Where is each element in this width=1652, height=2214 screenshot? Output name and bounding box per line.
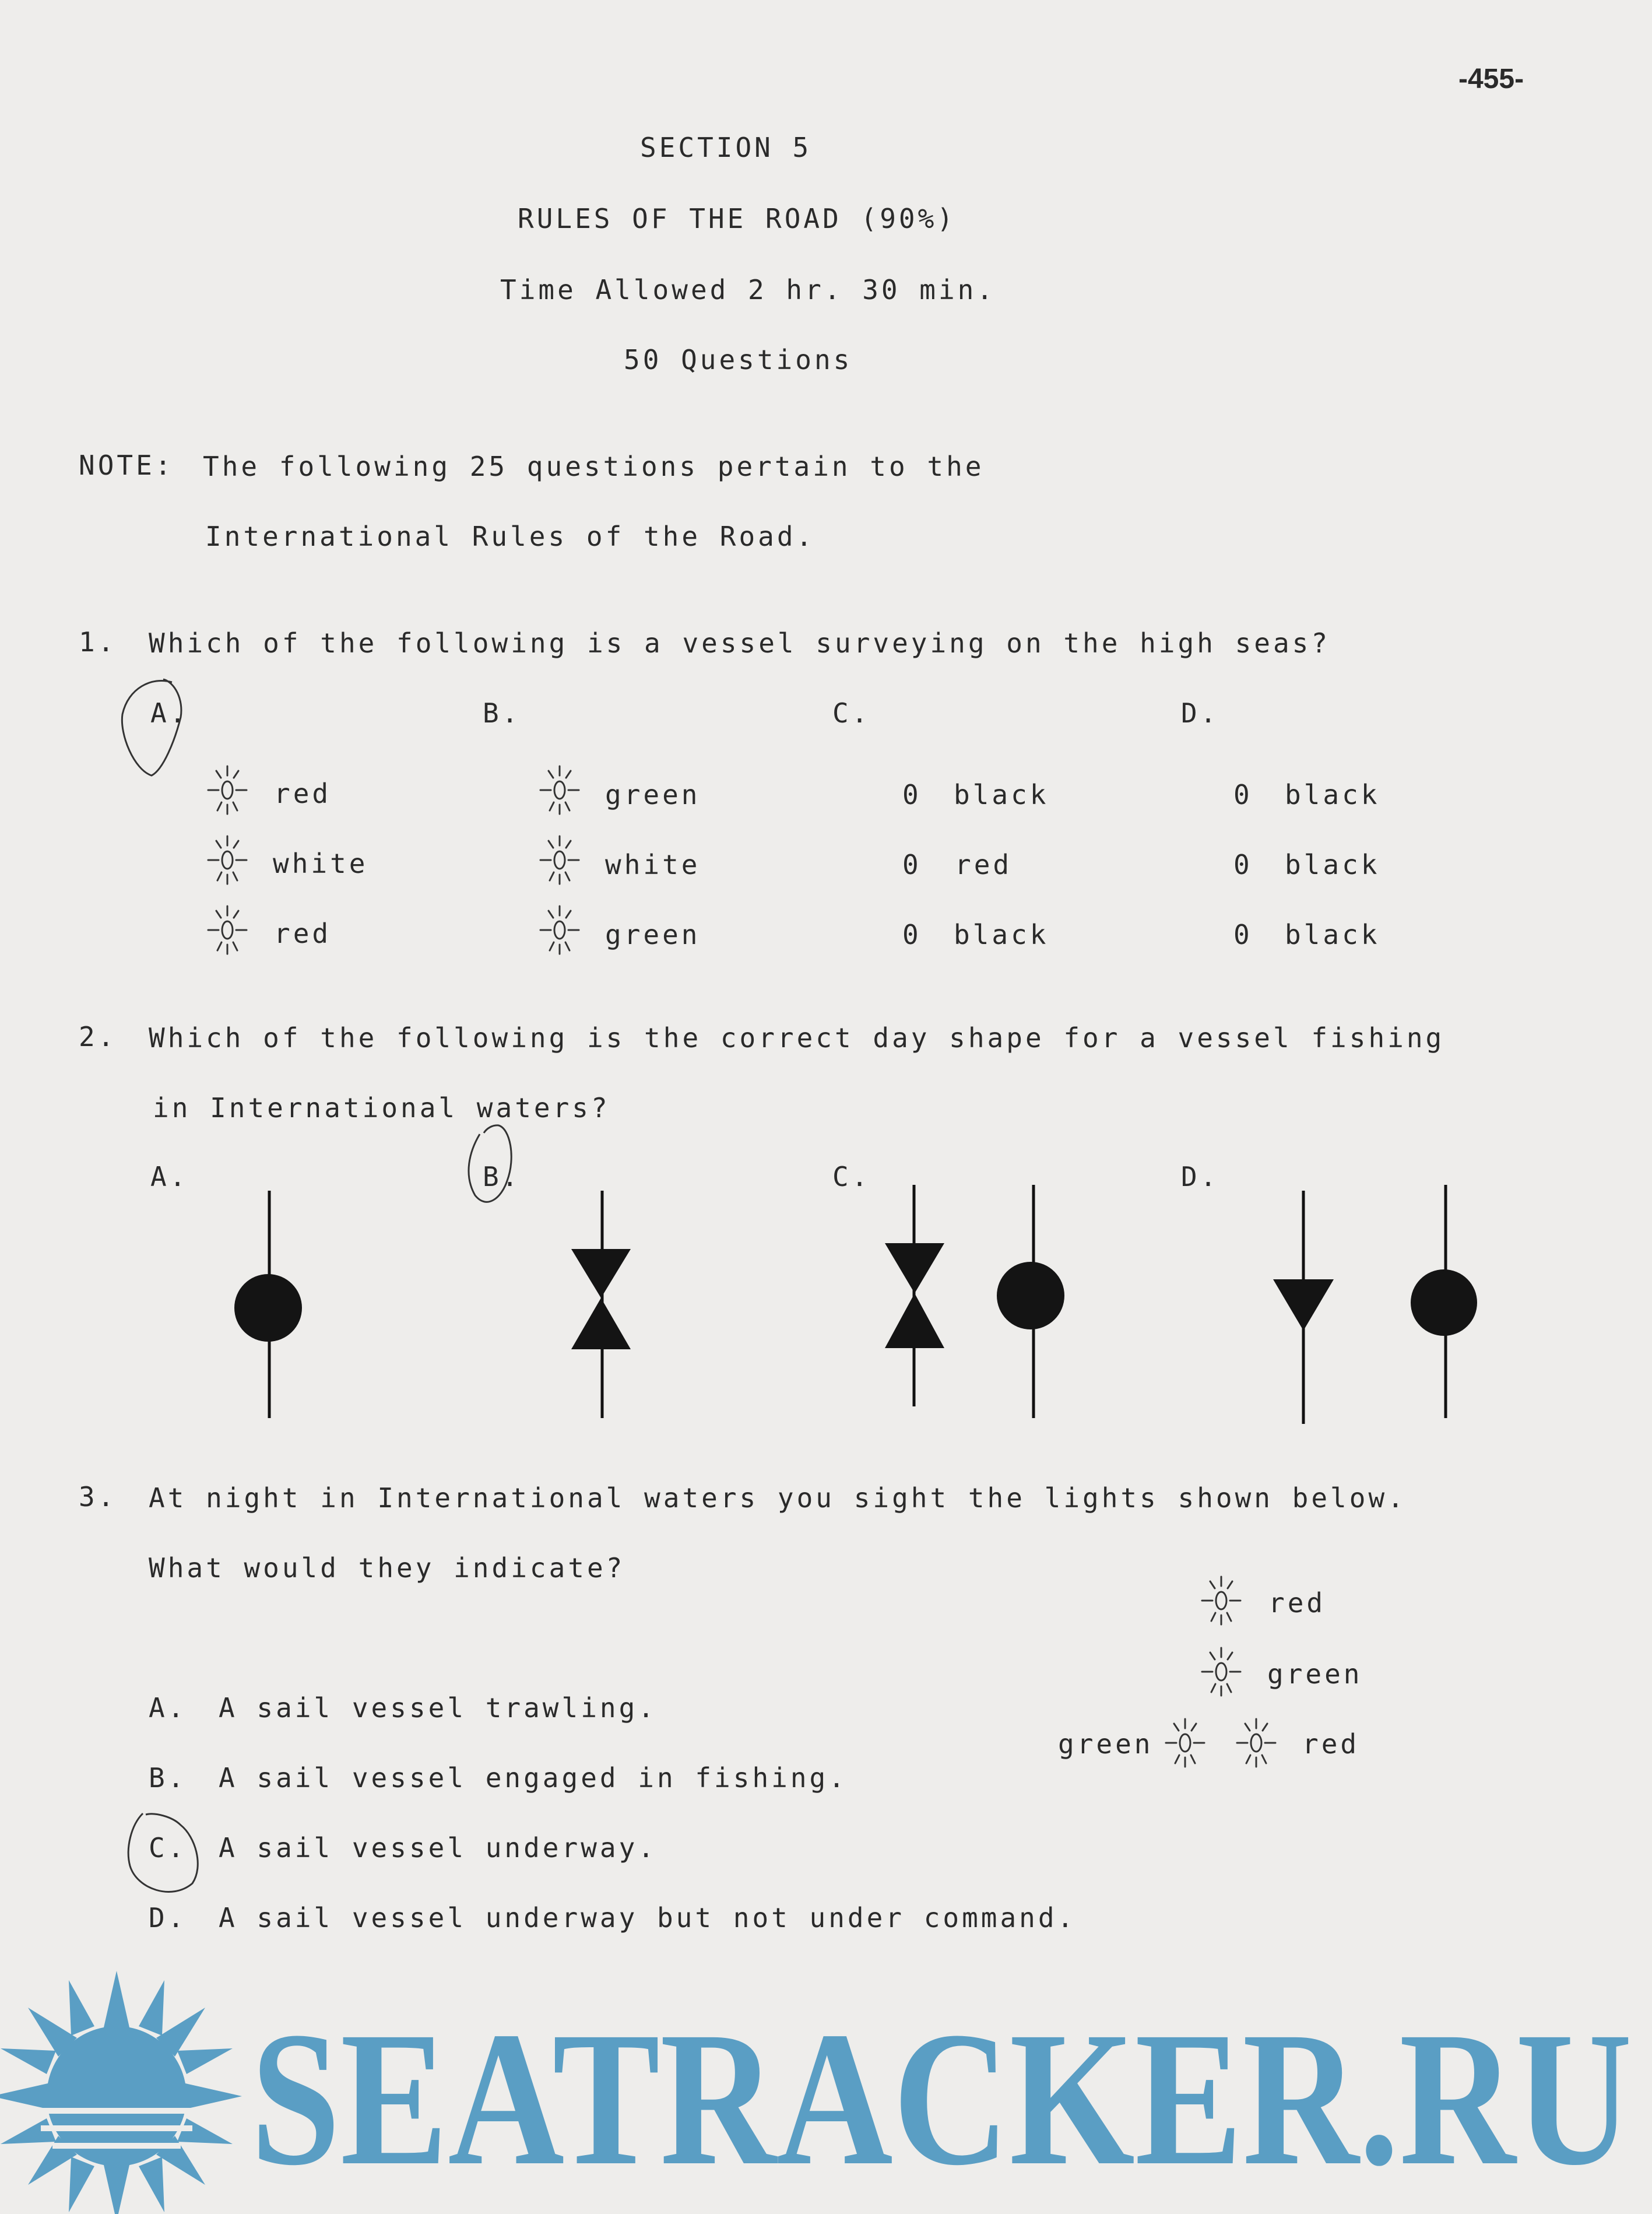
q3-number: 3. bbox=[79, 1481, 117, 1513]
light-icon bbox=[539, 834, 580, 886]
q1-c-marker-2: 0 bbox=[902, 849, 922, 880]
section-heading: SECTION 5 bbox=[640, 132, 812, 163]
page-number: -455- bbox=[1458, 64, 1524, 94]
watermark-text bbox=[251, 2006, 1638, 2181]
q2-c-shape-ball bbox=[991, 1184, 1073, 1417]
light-icon bbox=[1201, 1574, 1242, 1627]
light-icon bbox=[1201, 1645, 1242, 1698]
q2-option-d-letter: D. bbox=[1181, 1161, 1219, 1192]
q2-text-line-1: Which of the following is the correct day shape for a vessel fishing bbox=[149, 1022, 1445, 1054]
q2-a-shape-ball bbox=[227, 1190, 309, 1423]
q1-c-shape-3: black bbox=[954, 919, 1049, 950]
note-label: NOTE: bbox=[79, 450, 174, 481]
note-line-1: The following 25 questions pertain to the bbox=[203, 451, 985, 482]
q3-light-right: red bbox=[1302, 1728, 1360, 1760]
q1-a-light-3: red bbox=[274, 918, 332, 949]
q2-d-shape-cone bbox=[1265, 1190, 1347, 1434]
light-icon bbox=[207, 904, 248, 956]
q2-option-a-letter: A. bbox=[150, 1161, 189, 1192]
q1-c-shape-2: red bbox=[955, 849, 1013, 880]
subject-heading: RULES OF THE ROAD (90%) bbox=[518, 203, 956, 234]
q2-d-shape-ball bbox=[1405, 1184, 1486, 1429]
sun-logo-icon bbox=[0, 1971, 245, 2204]
q1-a-light-2: white bbox=[273, 848, 368, 879]
q1-d-shape-1: black bbox=[1285, 779, 1380, 810]
q1-number: 1. bbox=[79, 626, 117, 658]
q3-option-a-letter: A. bbox=[149, 1692, 187, 1724]
q3-option-a-text: A sail vessel trawling. bbox=[219, 1692, 657, 1724]
q3-light-top: red bbox=[1268, 1587, 1326, 1619]
q1-d-marker-2: 0 bbox=[1233, 849, 1253, 880]
q3-text-line-2: What would they indicate? bbox=[149, 1552, 625, 1584]
light-icon bbox=[207, 764, 248, 816]
light-icon bbox=[1165, 1717, 1205, 1769]
time-allowed: Time Allowed 2 hr. 30 min. bbox=[500, 274, 996, 306]
q1-a-light-1: red bbox=[274, 778, 332, 809]
question-count: 50 Questions bbox=[624, 344, 853, 376]
q3-light-middle: green bbox=[1267, 1658, 1363, 1690]
light-icon bbox=[1236, 1717, 1277, 1769]
q1-c-marker-1: 0 bbox=[902, 779, 922, 810]
note-line-2: International Rules of the Road. bbox=[205, 521, 816, 552]
light-icon bbox=[539, 764, 580, 816]
q1-option-b-letter: B. bbox=[483, 697, 521, 729]
light-icon bbox=[207, 834, 248, 886]
q3-option-b-letter: B. bbox=[149, 1762, 187, 1794]
q3-option-d-letter: D. bbox=[149, 1902, 187, 1934]
watermark-label: SEATRACKER.RU bbox=[251, 2006, 1632, 2181]
q1-b-light-3: green bbox=[605, 919, 701, 950]
q1-d-shape-2: black bbox=[1285, 849, 1380, 880]
q2-answer-circle bbox=[452, 1117, 533, 1222]
q1-c-marker-3: 0 bbox=[902, 919, 922, 950]
q1-b-light-1: green bbox=[605, 779, 701, 810]
q1-option-c-letter: C. bbox=[832, 697, 871, 729]
q1-d-marker-1: 0 bbox=[1233, 779, 1253, 810]
q2-b-shape-cones bbox=[560, 1190, 641, 1423]
q3-option-c-letter: C. bbox=[149, 1832, 187, 1864]
q3-light-left: green bbox=[1058, 1728, 1154, 1760]
q1-c-shape-1: black bbox=[954, 779, 1049, 810]
q1-answer-circle bbox=[117, 665, 198, 781]
q2-option-c-letter: C. bbox=[832, 1161, 871, 1192]
q2-text-line-2: in International waters? bbox=[153, 1092, 610, 1124]
q1-b-light-2: white bbox=[605, 849, 701, 880]
q2-option-b-letter: B. bbox=[483, 1161, 521, 1192]
q1-option-d-letter: D. bbox=[1181, 697, 1219, 729]
q2-c-shape-cones bbox=[874, 1184, 956, 1417]
q1-option-a-letter: A. bbox=[150, 697, 189, 729]
q3-option-c-text: A sail vessel underway. bbox=[219, 1832, 657, 1864]
light-icon bbox=[539, 904, 580, 956]
q3-answer-circle bbox=[119, 1802, 213, 1901]
q1-d-shape-3: black bbox=[1285, 919, 1380, 950]
q3-option-b-text: A sail vessel engaged in fishing. bbox=[219, 1762, 848, 1794]
q2-number: 2. bbox=[79, 1021, 117, 1052]
q3-text-line-1: At night in International waters you sight the lights shown below. bbox=[149, 1482, 1407, 1514]
q3-option-d-text: A sail vessel underway but not under command. bbox=[219, 1902, 1077, 1934]
q1-text: Which of the following is a vessel surveying on the high seas? bbox=[149, 627, 1331, 659]
q1-d-marker-3: 0 bbox=[1233, 919, 1253, 950]
